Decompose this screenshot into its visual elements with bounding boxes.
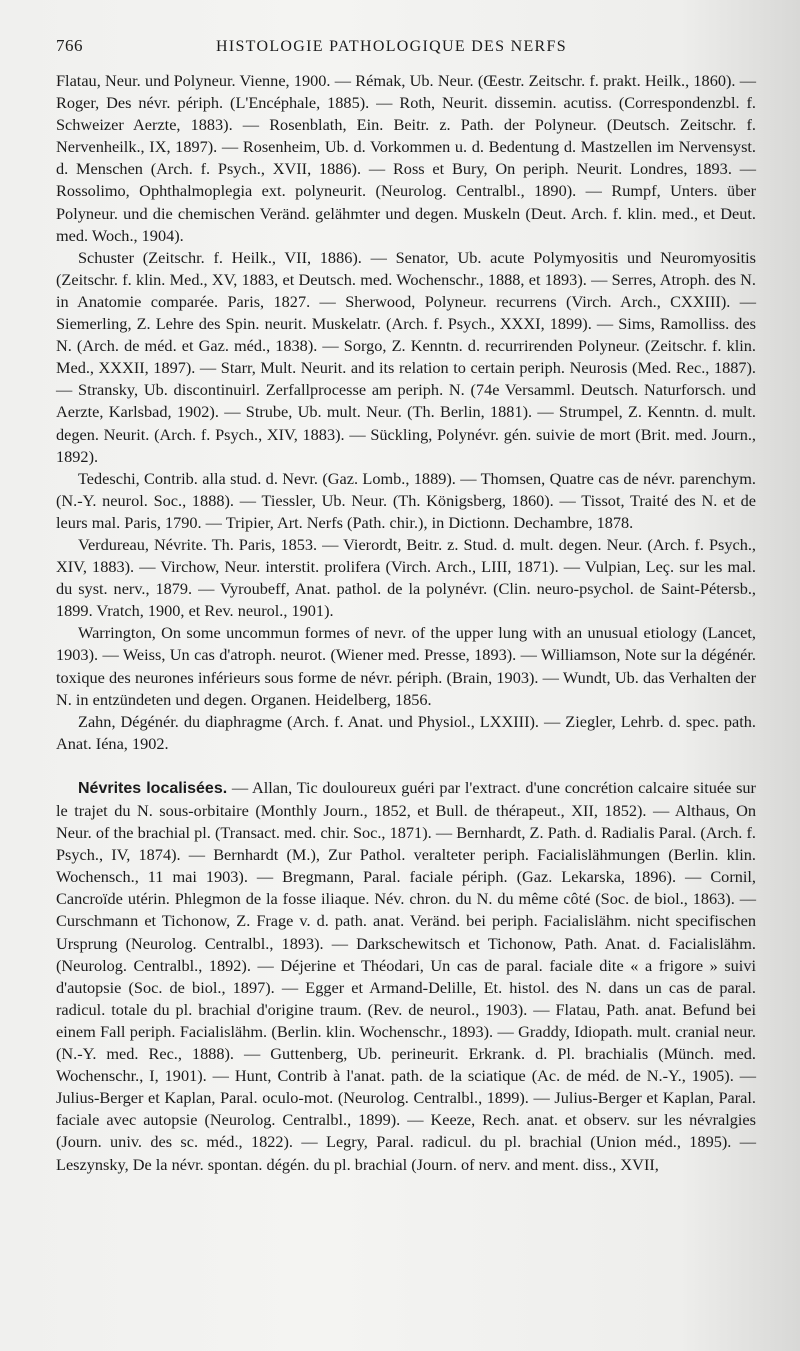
- section-body: — Allan, Tic douloureux guéri par l'extract. d'une concrétion calcaire située sur le trajet du N. sous-orbitaire (Monthly Journ., 1852, et Bull. de thérapeut., XII, 1852). — Althaus, On Neur. of the brachial pl. (Transact. med. chir. Soc., 1871). — Bernhardt, Z. Path. d. Radialis Paral. (Arch. f. Psych., IV, 1874). — Bernhardt (M.), Zur Pathol. veralteter periph. Facialislähmungen (Berlin. klin. Wochensch., 11 mai 1903). — Bregmann, Paral. faciale périph. (Gaz. Lekarska, 1896). — Cornil, Cancroïde utérin. Phlegmon de la fosse iliaque. Név. chron. du N. du même côté (Soc. de biol., 1863). — Curschmann et Tichonow, Z. Frage v. d. path. anat. Veränd. bei periph. Facialislähm. nicht specifischen Ursprung (Neurolog. Centralbl., 1893). — Darkschewitsch et Tichonow, Path. Anat. d. Facialislähm. (Neurolog. Centralbl., 1892). — Déjerine et Théodari, Un cas de paral. faciale dite « a frigore » suivi d'autopsie (Soc. de biol., 1897). — Egger et Armand-Delille, Et. histol. des N. dans un cas de paral. radicul. totale du pl. brachial d'origine traum. (Rev. de neurol., 1903). — Flatau, Path. anat. Befund bei einem Fall periph. Facialislähm. (Berlin. klin. Wochenschr., 1893). — Graddy, Idiopath. mult. cranial neur. (N.-Y. med. Rec., 1888). — Guttenberg, Ub. perineurit. Erkrank. d. Pl. brachialis (Münch. med. Wochenschr., I, 1901). — Hunt, Contrib à l'anat. path. de la sciatique (Ac. de méd. de N.-Y., 1905). — Julius-Berger et Kaplan, Paral. oculo-mot. (Neurolog. Centralbl., 1899). — Julius-Berger et Kaplan, Paral. faciale avec autopsie (Neurolog. Centralbl., 1899). — Keeze, Rech. anat. et observ. sur les névralgies (Journ. univ. des sc. méd., 1822). — Legry, Paral. radicul. du pl. brachial (Union méd., 1895). — Leszynsky, De la névr. spontan. dégén. du pl. brachial (Journ. of nerv. and ment. diss., XVII,: [56, 777, 756, 1174]
- section-spacer: [56, 755, 756, 777]
- page-number: 766: [56, 36, 83, 55]
- running-title: HISTOLOGIE PATHOLOGIQUE DES NERFS: [216, 38, 567, 55]
- section-title: Névrites localisées.: [78, 779, 228, 797]
- page-header: [56, 36, 756, 56]
- bibliography-paragraph: Tedeschi, Contrib. alla stud. d. Nevr. (Gaz. Lomb., 1889). — Thomsen, Quatre cas de névr. parenchym. (N.-Y. neurol. Soc., 1888). — Tiessler, Ub. Neur. (Th. Königsberg, 1860). — Tissot, Traité des N. et de leurs mal. Paris, 1790. — Tripier, Art. Nerfs (Path. chir.), in Dictionn. Dechambre, 1878.: [56, 468, 756, 532]
- bibliography-paragraph: Verdureau, Névrite. Th. Paris, 1853. — Vierordt, Beitr. z. Stud. d. mult. degen. Neur. (Arch. f. Psych., XIV, 1883). — Virchow, Neur. interstit. prolifera (Virch. Arch., LIII, 1871). — Vulpian, Leç. sur les mal. du syst. nerv., 1879. — Vyroubeff, Anat. pathol. de la polynévr. (Clin. neuro-psychol. de Saint-Pétersb., 1899. Vratch, 1900, et Rev. neurol., 1901).: [56, 534, 756, 621]
- bibliography-text: [56, 70, 756, 1176]
- bibliography-paragraph: Warrington, On some uncommun formes of nevr. of the upper lung with an unusual etiology (Lancet, 1903). — Weiss, Un cas d'atroph. neurot. (Wiener med. Presse, 1893). — Williamson, Note sur la dégénér. toxique des neurones inférieurs sous forme de névr. périph. (Brain, 1903). — Wundt, Ub. das Verhalten der N. in entzündeten und degen. Organen. Heidelberg, 1856.: [56, 623, 756, 709]
- bibliography-paragraph: Zahn, Dégénér. du diaphragme (Arch. f. Anat. und Physiol., LXXIII). — Ziegler, Lehrb. d. spec. path. Anat. Iéna, 1902.: [56, 711, 756, 753]
- bibliography-paragraph: Schuster (Zeitschr. f. Heilk., VII, 1886). — Senator, Ub. acute Polymyositis und Neuromyositis (Zeitschr. f. klin. Med., XV, 1883, et Deutsch. med. Wochenschr., 1888, et 1893). — Serres, Atroph. des N. in Anatomie comparée. Paris, 1827. — Sherwood, Polyneur. recurrens (Virch. Arch., CXXIII). — Siemerling, Z. Lehre des Spin. neurit. Muskelatr. (Arch. f. Psych., XXXI, 1899). — Sims, Ramolliss. des N. (Arch. de méd. et Gaz. méd., 1838). — Sorgo, Z. Kenntn. d. recurrirenden Polyneur. (Zeitschr. f. klin. Med., XXXII, 1897). — Starr, Mult. Neurit. and its relation to certain periph. Neurosis (Med. Rec., 1887). — Stransky, Ub. discontinuirl. Zerfallprocesse am periph. N. (74e Versamml. Deutsch. Naturforsch. und Aerzte, Karlsbad, 1902). — Strube, Ub. mult. Neur. (Th. Berlin, 1881). — Strumpel, Z. Kenntn. d. mult. degen. Neurit. (Arch. f. Psych., XIV, 1883). — Sückling, Polynévr. gén. suivie de mort (Brit. med. Journ., 1892).: [56, 247, 756, 466]
- bibliography-paragraph: Flatau, Neur. und Polyneur. Vienne, 1900. — Rémak, Ub. Neur. (Œestr. Zeitschr. f. prakt. Heilk., 1860). — Roger, Des névr. périph. (L'Encéphale, 1885). — Roth, Neurit. dissemin. acutiss. (Correspondenzbl. f. Schweizer Aerzte, 1883). — Rosenblath, Ein. Beitr. z. Path. der Polyneur. (Deutsch. Zeitschr. f. Nervenheilk., IX, 1897). — Rosenheim, Ub. d. Vorkommen u. d. Bedentung d. Mastzellen im Nervensyst. d. Menschen (Arch. f. Psych., XVII, 1886). — Ross et Bury, On periph. Neurit. Londres, 1893. — Rossolimo, Ophthalmoplegia ext. polyneurit. (Neurolog. Centralbl., 1890). — Rumpf, Unters. über Polyneur. und die chemischen Veränd. gelähmter und degen. Muskeln (Deut. Arch. f. klin. med., et Deut. med. Woch., 1904).: [56, 71, 756, 245]
- section-paragraph: [56, 777, 756, 1176]
